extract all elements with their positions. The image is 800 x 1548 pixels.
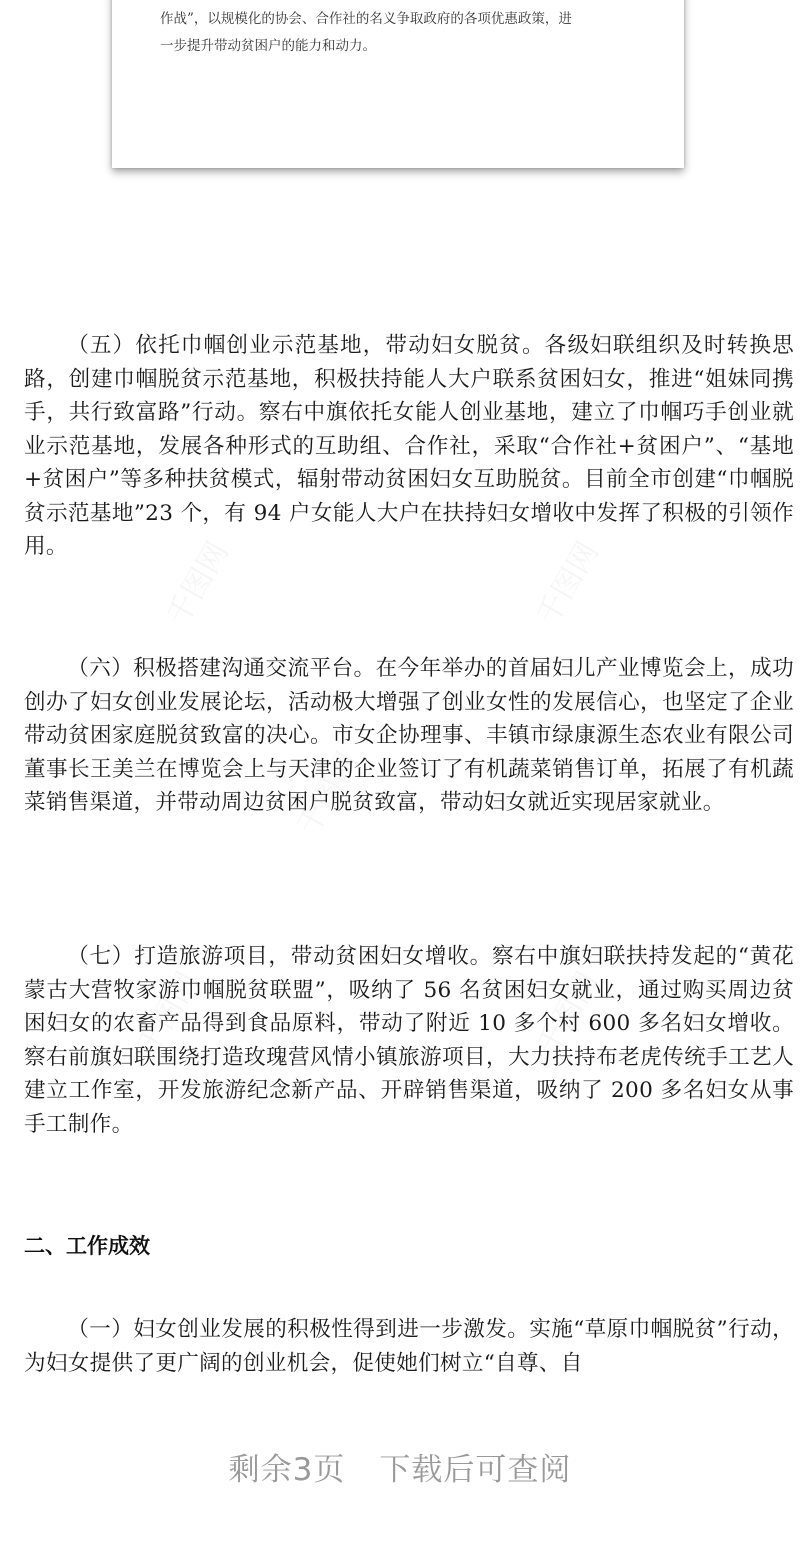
section-heading: 二、工作成效	[24, 1234, 150, 1258]
paragraph-section-6: （六）积极搭建沟通交流平台。在今年举办的首届妇儿产业博览会上，成功创办了妇女创业发展论坛，活动极大增强了创业女性的发展信心，也坚定了企业带动贫困家庭脱贫致富的决心。市女企协理事、丰镇市绿康源生态农业有限公司董事长王美兰在博览会上与天津的企业签订了有机蔬菜销售订单，拓展了有机蔬菜销售渠道，并带动周边贫困户脱贫致富，带动妇女就近实现居家就业。	[24, 656, 794, 815]
download-to-view-label: 下载后可查阅	[379, 1452, 572, 1488]
watermark: 千图网	[530, 536, 606, 632]
card-text	[160, 6, 650, 60]
remaining-pages-label: 剩余3页	[228, 1452, 346, 1488]
watermark: 千图网	[530, 966, 606, 1062]
document-preview-card	[112, 0, 684, 168]
paragraph-section-5: （五）依托巾帼创业示范基地，带动妇女脱贫。各级妇联组织及时转换思路，创建巾帼脱贫示范基地，积极扶持能人大户联系贫困妇女，推进“姐妹同携手，共行致富路”行动。察右中旗依托女能人创业基地，建立了巾帼巧手创业就业示范基地，发展各种形式的互助组、合作社，采取“合作社+贫困户”、“基地+贫困户”等多种扶贫模式，辐射带动贫困妇女互助脱贫。目前全市创建“巾帼脱贫示范基地”23 个，有 94 户女能人大户在扶持妇女增收中发挥了积极的引领作用。	[24, 333, 794, 559]
watermark: 千图网	[290, 746, 366, 842]
card-line: 作战”，以规模化的协会、合作社的名义争取政府的各项优惠政策，进	[160, 11, 572, 27]
paragraph-section-7: （七）打造旅游项目，带动贫困妇女增收。察右中旗妇联扶持发起的“黄花蒙古大营牧家游巾帼脱贫联盟”，吸纳了 56 名贫困妇女就业，通过购买周边贫困妇女的农畜产品得到食品原料，带动了附近 10 多个村 600 多名妇女增收。察右前旗妇联围绕打造玫瑰营风情小镇旅游项目，大力扶持布老虎传统手工艺人建立工作室，开发旅游纪念新产品、开辟销售渠道，吸纳了 200 多名妇女从事手工制作。	[24, 944, 794, 1137]
download-prompt-banner[interactable]	[0, 1444, 800, 1489]
paragraph-achievement-1: （一）妇女创业发展的积极性得到进一步激发。实施“草原巾帼脱贫”行动，为妇女提供了更广阔的创业机会，促使她们树立“自尊、自	[24, 1317, 794, 1376]
card-line: 一步提升带动贫困户的能力和动力。	[160, 38, 376, 54]
watermark: 千图网	[130, 966, 206, 1062]
watermark: 千图网	[160, 536, 236, 632]
